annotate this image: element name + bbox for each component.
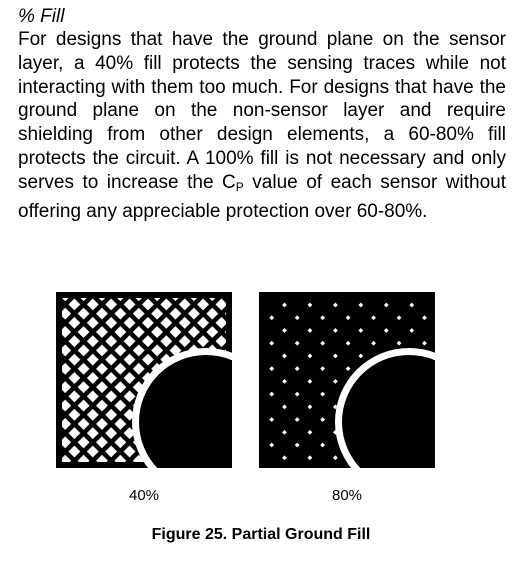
fill-80-diagram	[259, 292, 435, 468]
document-section	[18, 6, 506, 223]
paragraph-text-continued: value of each sensor without offering any appreciable protection over 60-80%.	[18, 171, 507, 222]
figure-label-80: 80%	[331, 487, 363, 504]
fill-40-diagram	[56, 292, 232, 468]
paragraph-text: For designs that have the ground plane on the sensor layer, a 40% fill protects the sensing traces while not interacting with them too much. For designs that have the ground plane on the non-sensor layer and require shielding from other design elements, a 60-80% fill protects the circuit. A 100% fill is not necessary and only serves to increase the C	[18, 29, 506, 193]
subscript-p: P	[235, 179, 244, 194]
section-title: % Fill	[18, 6, 65, 27]
figure-label-40: 40%	[128, 487, 160, 504]
body-paragraph	[18, 28, 506, 223]
figure-caption: Figure 25. Partial Ground Fill	[151, 526, 371, 543]
